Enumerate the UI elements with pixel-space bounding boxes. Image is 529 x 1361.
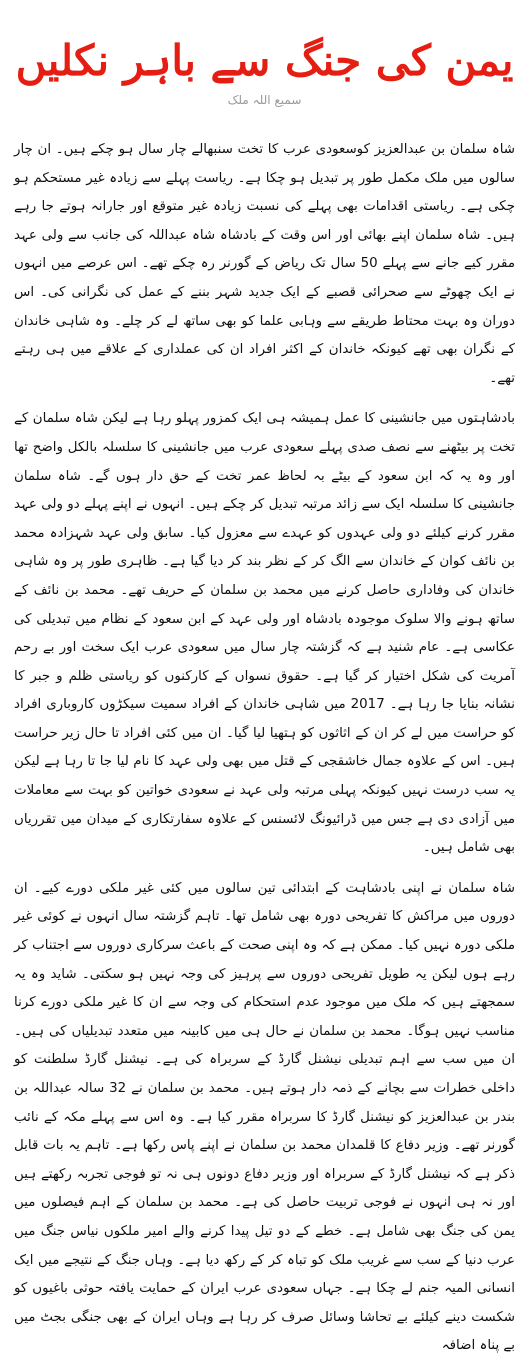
article-paragraph: شاہ سلمان بن عبدالعزیز کوسعودی عرب کا تخت سنبھالے چار سال ہو چکے ہیں۔ ان چار سالوں میں ملک مکمل طور پر تبدیل ہو چکا ہے۔ ریاست پہلے سے زیادہ غیر مستحکم ہو چکی ہے۔ ریاستی اقدامات بھی پہلے کی نسبت زیادہ غیر متوقع اور جارانہ ہوتے جا رہے ہیں۔ شاہ سلمان اپنے بھائی اور اس وقت کے بادشاہ شاہ عبداللہ کی جانب سے ولی عہد مقرر کیے جانے سے پہلے 50 سال تک ریاض کے گورنر رہ چکے تھے۔ اس عرصے میں انہوں نے ایک چھوٹے سے صحرائی قصبے کے ایک جدید شہر بننے کے عمل کی نگرانی کی۔ اس دوران وہ بہت محتاط طریقے سے وہابی علما کو بھی ساتھ لے کر چلے۔ وہ شاہی خاندان کے نگران بھی تھے کیونکہ خاندان کے اکثر افراد ان کی عملداری کے علاقے میں ہی رہتے تھے۔	[14, 142, 515, 386]
author-byline: سمیع اللہ ملک	[227, 93, 302, 107]
article-title: یمن کی جنگ سے باہر نکلیں	[15, 36, 514, 85]
article-body	[14, 136, 515, 1361]
article-paragraph: شاہ سلمان نے اپنی بادشاہت کے ابتدائی تین سالوں میں کئی غیر ملکی دورے کیے۔ ان دوروں میں مراکش کا تفریحی دورہ بھی شامل تھا۔ تاہم گزشتہ سال انہوں نے کوئی غیر ملکی دورہ نہیں کیا۔ ممکن ہے کہ وہ اپنی صحت کے باعث سرکاری دوروں سے اجتناب کر رہے ہوں لیکن یہ طویل تفریحی دوروں سے پرہیز کی وجہ نہیں ہو سکتی۔ شاید وہ یہ سمجھتے ہیں کہ ملک میں موجود عدم استحکام کی وجہ سے ان کا غیر ملکی دورے کرنا مناسب نہیں ہوگا۔ محمد بن سلمان نے حال ہی میں کابینہ میں متعدد تبدیلیاں کی ہیں۔ ان میں سب سے اہم تبدیلی نیشنل گارڈ کے سربراہ کی ہے۔ نیشنل گارڈ سلطنت کو داخلی خطرات سے بچانے کے ذمہ دار ہوتے ہیں۔ محمد بن سلمان نے 32 سالہ عبداللہ بن بندر بن عبدالعزیز کو نیشنل گارڈ کا سربراہ مقرر کیا ہے۔ وہ اس سے پہلے مکہ کے نائب گورنر تھے۔ وزیر دفاع کا قلمدان محمد بن سلمان نے اپنے پاس رکھا ہے۔ تاہم یہ بات قابل ذکر ہے کہ نیشنل گارڈ کے سربراہ اور وزیر دفاع دونوں ہی نہ تو فوجی تجربہ رکھتے ہیں اور نہ ہی انہوں نے فوجی تربیت حاصل کی ہے۔ محمد بن سلمان کے اہم فیصلوں میں یمن کی جنگ بھی شامل ہے۔ خطے کے دو تیل پیدا کرنے والے امیر ملکوں نیاس جنگ میں عرب دنیا کے سب سے غریب ملک کو تباہ کر کے رکھ دیا ہے۔ وہاں جنگ کے نتیجے میں ایک انسانی المیہ جنم لے چکا ہے۔ جہاں سعودی عرب ایران کے حمایت یافتہ حوثی باغیوں کو شکست دینے کیلئے بے تحاشا وسائل صرف کر رہا ہے وہاں ایران کے بھی جنگی بجٹ میں بے پناہ اضافہ	[14, 880, 515, 1354]
article-paragraph: بادشاہتوں میں جانشینی کا عمل ہمیشہ ہی ایک کمزور پہلو رہا ہے لیکن شاہ سلمان کے تخت پر بیٹھنے سے نصف صدی پہلے سعودی عرب میں جانشینی کا سلسلہ بالکل واضح تھا اور وہ یہ کہ ابن سعود کے بیٹے بہ لحاظ عمر تخت کے حق دار ہوں گے۔ شاہ سلمان جانشینی کا سلسلہ ایک سے زائد مرتبہ تبدیل کر چکے ہیں۔ انہوں نے اپنے پہلے دو ولی عہد مقرر کرنے کیلئے دو ولی عہدوں کو عہدے سے معزول کیا۔ سابق ولی عہد شہزادہ محمد بن نائف کوان کے خاندان سے الگ کر کے نظر بند کر دیا گیا ہے۔ ظاہری طور پر وہ شاہی خاندان کی وفاداری حاصل کرنے میں محمد بن سلمان کے حریف تھے۔ محمد بن نائف کے ساتھ ہونے والا سلوک موجودہ بادشاہ اور ولی عہد کے ابن سعود کے نظام میں تبدیلی کی عکاسی ہے۔ عام شنید ہے کہ گزشتہ چار سال میں سعودی عرب ایک سخت اور بے رحم آمریت کی شکل اختیار کر گیا ہے۔ حقوق نسواں کے کارکنوں کو ریاستی ظلم و جبر کا نشانہ بنایا جا رہا ہے۔ 2017 میں شاہی خاندان کے افراد سمیت سیکڑوں کاروباری افراد کو حراست میں لے کر ان کے اثاثوں کو ہتھیا لیا گیا۔ ان میں کئی افراد تا حال زیر حراست ہیں۔ اس کے علاوہ جمال خاشقجی کے قتل میں بھی ولی عہد کا نام لیا جا تا رہا ہے لیکن یہ سب درست نہیں کیونکہ پہلی مرتبہ ولی عہد نے سعودی خواتین کو بہت سے معاملات میں آزادی دی ہے جس میں ڈرائیونگ لائسنس کے علاوہ سفارتکاری کے میدان میں تقرریاں بھی شامل ہیں۔	[14, 411, 515, 856]
